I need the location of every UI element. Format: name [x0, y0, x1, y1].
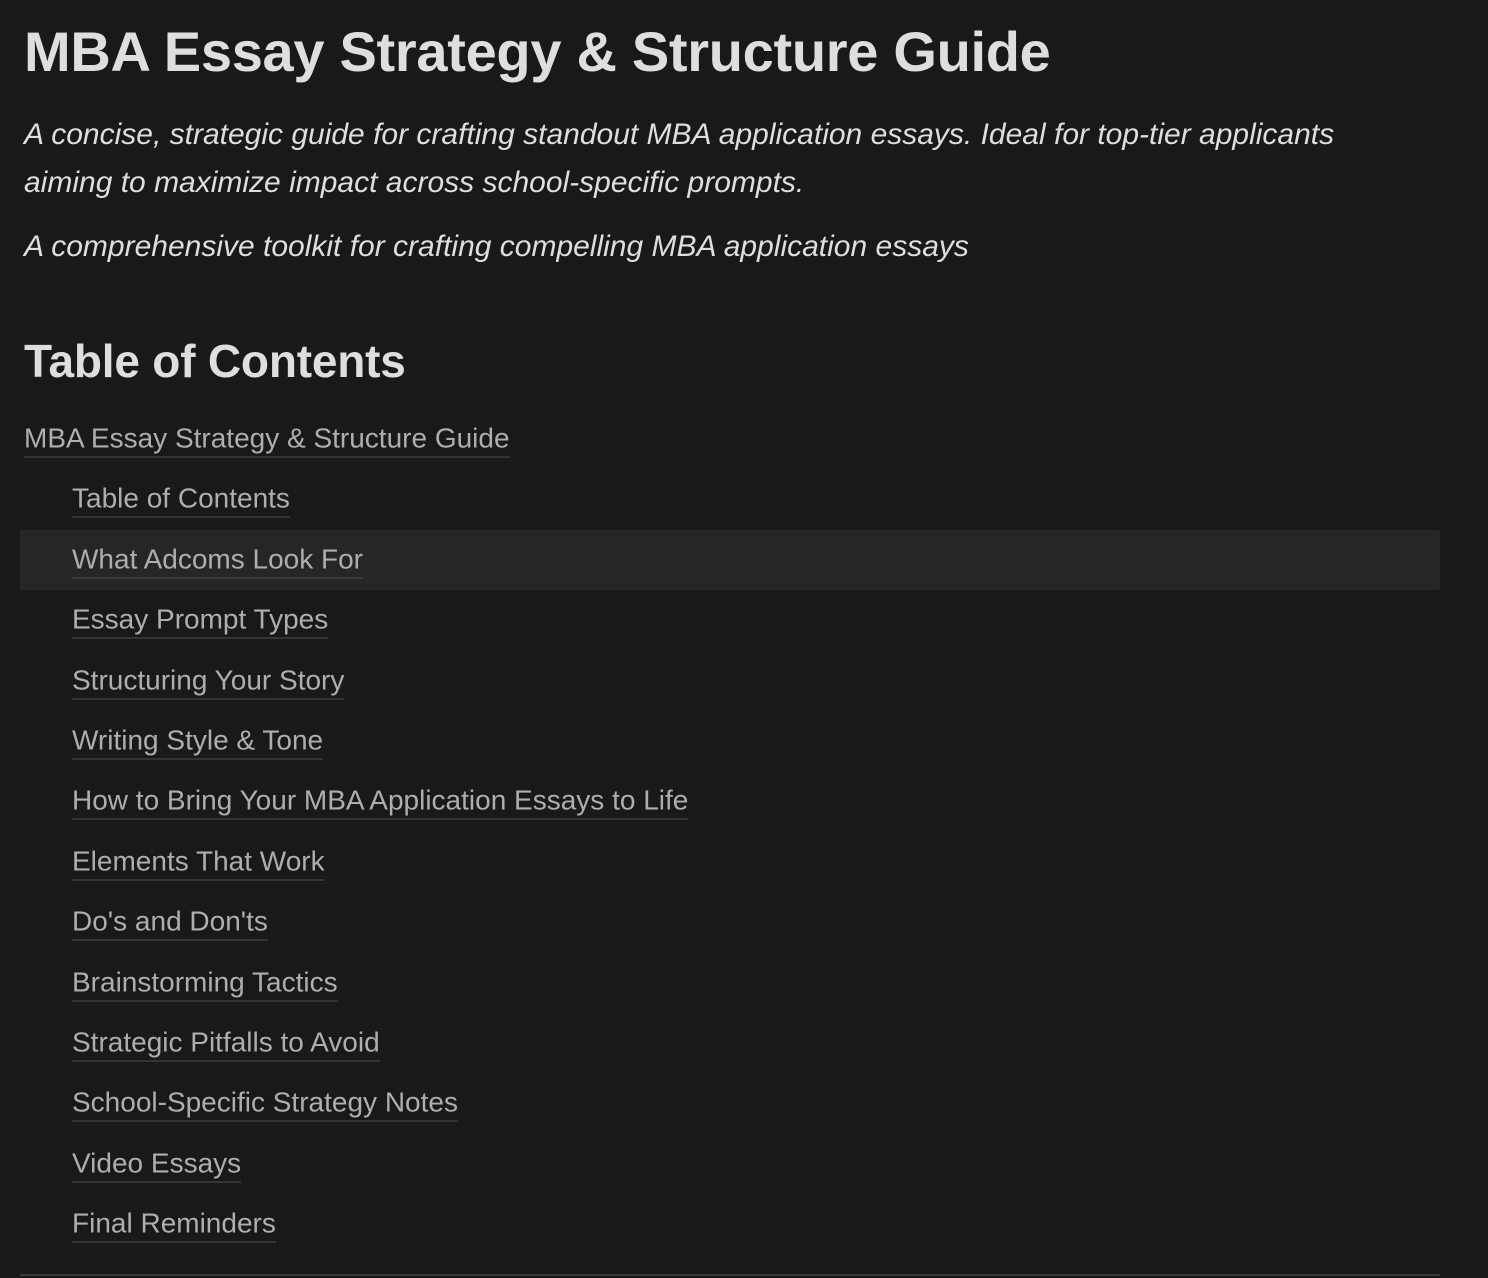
- toc-link[interactable]: Writing Style & Tone: [72, 723, 323, 760]
- toc-link[interactable]: Essay Prompt Types: [72, 602, 328, 639]
- toc-link[interactable]: Brainstorming Tactics: [72, 964, 338, 1001]
- toc-link[interactable]: Strategic Pitfalls to Avoid: [72, 1025, 380, 1062]
- toc-link[interactable]: Video Essays: [72, 1145, 241, 1182]
- tagline-secondary: A comprehensive toolkit for crafting compelling MBA application essays: [24, 230, 969, 263]
- toc-item[interactable]: [20, 892, 1440, 952]
- toc-link[interactable]: What Adcoms Look For: [72, 541, 363, 578]
- toc-link[interactable]: Do's and Don'ts: [72, 904, 268, 941]
- toc-link[interactable]: Elements That Work: [72, 843, 325, 880]
- page-title: MBA Essay Strategy & Structure Guide: [24, 20, 1051, 83]
- toc-item[interactable]: [20, 1013, 1440, 1073]
- toc-heading: Table of Contents: [24, 335, 406, 387]
- toc-item[interactable]: [20, 1134, 1440, 1194]
- toc-item[interactable]: [20, 530, 1440, 590]
- toc-item[interactable]: [20, 1073, 1440, 1133]
- toc-item[interactable]: [20, 771, 1440, 831]
- toc-item[interactable]: [20, 832, 1440, 892]
- toc-item[interactable]: [20, 590, 1440, 650]
- toc-link[interactable]: School-Specific Strategy Notes: [72, 1085, 458, 1122]
- toc-item[interactable]: [20, 953, 1440, 1013]
- section-divider: [20, 1274, 1440, 1276]
- toc-item[interactable]: [20, 409, 1440, 469]
- toc-link[interactable]: MBA Essay Strategy & Structure Guide: [24, 421, 510, 458]
- toc-link[interactable]: Table of Contents: [72, 481, 290, 518]
- toc-item[interactable]: [20, 711, 1440, 771]
- toc-link[interactable]: Final Reminders: [72, 1206, 276, 1243]
- tagline-primary: A concise, strategic guide for crafting standout MBA application essays. Ideal for top-tier applicants aiming to maximize impact across school-specific prompts.: [24, 118, 1335, 199]
- toc-item[interactable]: [20, 1194, 1440, 1254]
- toc-item[interactable]: [20, 651, 1440, 711]
- toc-item[interactable]: [20, 469, 1440, 529]
- toc-link[interactable]: Structuring Your Story: [72, 662, 344, 699]
- toc-link[interactable]: How to Bring Your MBA Application Essays to Life: [72, 783, 688, 820]
